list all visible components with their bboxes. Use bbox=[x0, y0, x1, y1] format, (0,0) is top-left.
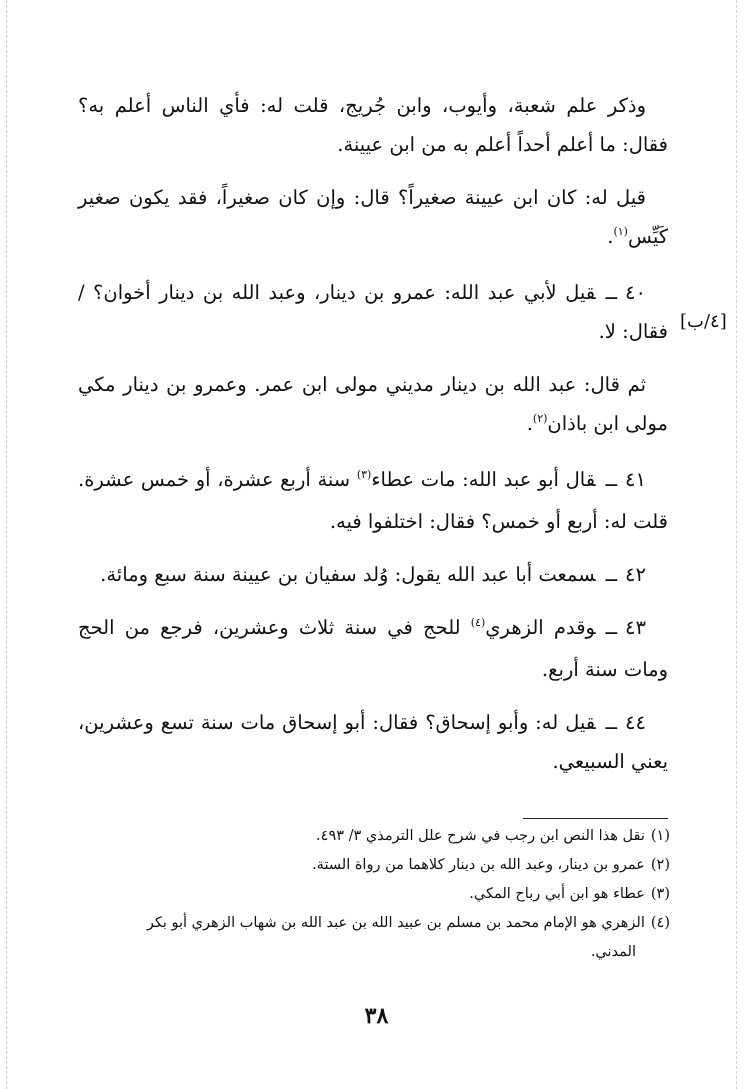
manuscript-folio-marker: [٤/ب] bbox=[680, 311, 727, 332]
footnote-number: (١) bbox=[650, 828, 670, 844]
paragraph-text: سمعت أبا عبد الله يقول: وُلد سفيان بن عيينة سنة سبع ومائة. bbox=[100, 563, 596, 586]
footnote-text: نقل هذا النص ابن رجب في شرح علل الترمذي ٣/ ٤٩٣. bbox=[316, 828, 645, 844]
footnote-number: (٣) bbox=[650, 886, 670, 902]
paragraph-text: وقدم الزهري bbox=[485, 616, 596, 639]
footnote-3 bbox=[78, 880, 670, 909]
page-edge-left bbox=[6, 0, 7, 1089]
paragraph-1 bbox=[78, 86, 668, 164]
paragraph-2 bbox=[78, 178, 668, 259]
paragraph-text: وذكر علم شعبة، وأيوب، وابن جُريج، قلت له: فأي الناس أعلم به؟ فقال: ما أعلم أحداً أعلم به من ابن عيينة. bbox=[78, 94, 668, 156]
paragraph-text: قال أبو عبد الله: مات عطاء bbox=[371, 468, 596, 491]
dash-mark: ــ bbox=[605, 468, 618, 491]
page-edge-right bbox=[736, 0, 737, 1089]
dash-mark: ــ bbox=[605, 616, 618, 639]
footnote-4-continuation: المدني. bbox=[590, 944, 636, 960]
paragraph-number: ٤١ bbox=[625, 468, 646, 491]
page-number: ٣٨ bbox=[364, 1003, 389, 1029]
footnote-ref: (٤) bbox=[470, 616, 486, 629]
paragraph-41 bbox=[78, 460, 668, 541]
footnote-ref: (١) bbox=[613, 225, 628, 238]
paragraph-tail: سنة أربع عشرة، أو خمس عشرة. قلت له: أربع أو خمس؟ فقال: اختلفوا فيه. bbox=[78, 468, 668, 533]
dash-mark: ــ bbox=[605, 711, 618, 734]
footnote-4 bbox=[78, 909, 670, 938]
paragraph-44 bbox=[78, 703, 668, 781]
footnotes bbox=[78, 822, 670, 967]
paragraph-43 bbox=[78, 608, 668, 689]
paragraph-number: ٤٣ bbox=[625, 616, 646, 639]
dash-mark: ــ bbox=[605, 281, 618, 304]
footnote-text: الزهري هو الإمام محمد بن مسلم بن عبيد الله بن عبد الله بن شهاب الزهري أبو بكر bbox=[146, 915, 645, 931]
paragraph-tail: للحج في سنة ثلاث وعشرين، فرجع من الحج ومات سنة أربع. bbox=[78, 616, 668, 681]
footnote-2 bbox=[78, 851, 670, 880]
footnote-text: عطاء هو ابن أبي رباح المكي. bbox=[469, 886, 645, 902]
paragraph-40 bbox=[78, 273, 668, 351]
footnote-separator bbox=[523, 818, 668, 819]
footnote-number: (٤) bbox=[650, 915, 670, 931]
main-text bbox=[78, 86, 668, 795]
footnote-ref: (٣) bbox=[356, 468, 372, 481]
footnote-1 bbox=[78, 822, 670, 851]
paragraph-number: ٤٤ bbox=[625, 711, 646, 734]
footnote-text: عمرو بن دينار، وعبد الله بن دينار كلاهما من رواة الستة. bbox=[312, 857, 645, 873]
paragraph-text: ثم قال: عبد الله بن دينار مديني مولى ابن عمر. وعمرو بن دينار مكي مولى ابن باذان bbox=[78, 373, 668, 435]
paragraph-text: قيل له: وأبو إسحاق؟ فقال: أبو إسحاق مات سنة تسع وعشرين، يعني السبيعي. bbox=[78, 711, 668, 773]
paragraph-text: قيل له: كان ابن عيينة صغيراً؟ قال: وإن كان صغيراً، فقد يكون صغير كَيِّس bbox=[78, 186, 668, 248]
paragraph-tail: . bbox=[607, 225, 614, 248]
footnote-number: (٢) bbox=[650, 857, 670, 873]
paragraph-tail: . bbox=[526, 412, 533, 435]
footnote-ref: (٢) bbox=[532, 412, 548, 425]
dash-mark: ــ bbox=[605, 563, 618, 586]
paragraph-42 bbox=[78, 555, 668, 594]
paragraph-number: ٤٢ bbox=[625, 563, 646, 586]
paragraph-4 bbox=[78, 365, 668, 446]
paragraph-number: ٤٠ bbox=[625, 281, 646, 304]
paragraph-text: قيل لأبي عبد الله: عمرو بن دينار، وعبد الله بن دينار أخوان؟ / فقال: لا. bbox=[78, 281, 668, 343]
